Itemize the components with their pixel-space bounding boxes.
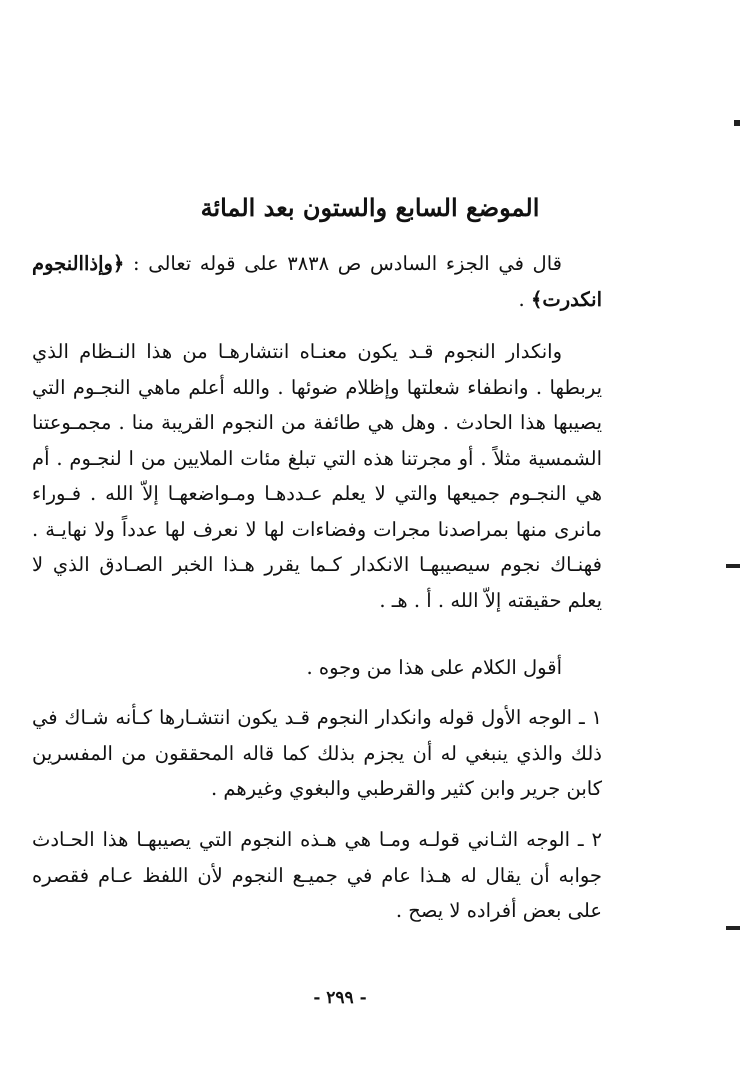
main-paragraph: وانكدار النجوم قـد يكون معنـاه انتشارهـا من هذا النـظام الذي يربطها . وانطفاء شعلتها وإظلام ضوئها . والله أعلم ماهي النجـوم التي يصيبها هذا الحادث . وهل هي طائفة من النجوم القريبة منا . مجمـوعتنا الشمسية مثلاً . أو مجرتنا هذه التي تبلغ مئات الملايين من ا لنجـوم . أم هي النجـوم جميعها والتي لا يعلم عـددهـا ومـواضعهـا إلاّ الله . فـوراء مانرى منها بمراصدنا مجرات وفضاءات لها لا نعرف لها عدداً ولا نهايـة . فهنـاك نجوم سيصيبهـا الانكدار كـما يقرر هـذا الخبر الصـادق الذي لا يعلم حقيقته إلاّ الله . أ . هـ . xyxy=(32,340,602,612)
point-item-2 xyxy=(32,822,602,929)
scan-edge-mark xyxy=(726,926,740,930)
lead-sentence: أقول الكلام على هذا من وجوه . xyxy=(306,656,562,679)
scan-edge-mark xyxy=(734,120,740,126)
point-item-1 xyxy=(32,700,602,807)
point-number: ١ ـ xyxy=(578,706,602,729)
page-number: - ٢٩٩ - xyxy=(313,988,367,1008)
point-number: ٢ ـ xyxy=(577,828,602,851)
point-text: الوجه الثـاني قولـه ومـا هي هـذه النجوم التي يصيبهـا هذا الحـادث جوابه أن يقال له هـذا عام في جميـع النجوم لأن اللفظ عـام فقصره على بعض أفراده لا يصح . xyxy=(32,828,602,922)
intro-paragraph xyxy=(32,246,602,317)
intro-text: قال في الجزء السادس ص ٣٨٣٨ على قوله تعالى : xyxy=(124,252,562,275)
page-title: الموضع السابع والستون بعد المائة xyxy=(200,193,540,222)
scan-edge-mark xyxy=(726,564,740,568)
quran-quote: ﴿وإذاالنجوم انكدرت﴾ xyxy=(32,252,602,311)
intro-end: . xyxy=(518,287,531,311)
point-text: الوجه الأول قوله وانكدار النجوم قـد يكون انتشـارها كـأنه شـاك في ذلك والذي ينبغي له أن يجزم بذلك كما قاله المحققون من المفسرين كابن جرير وابن كثير والقرطبي والبغوي وغيرهم . xyxy=(32,706,602,800)
